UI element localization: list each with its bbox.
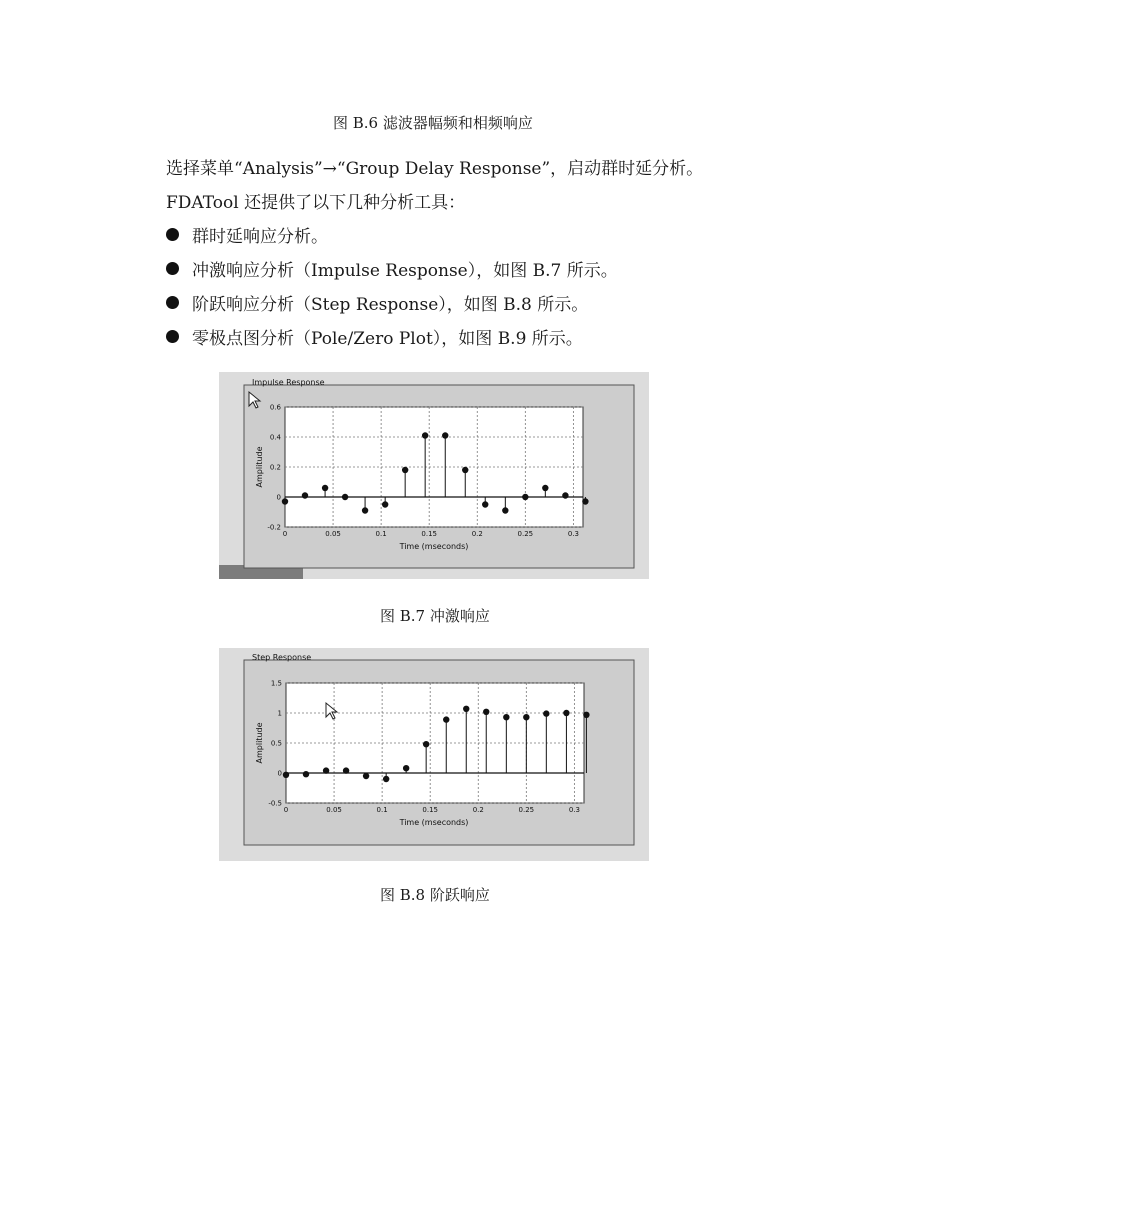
- bullet-text: 阶跃响应分析（Step Response），如图 B.8 所示。: [192, 295, 589, 315]
- x-tick-label: 0.15: [422, 806, 438, 814]
- x-tick-label: 0.05: [326, 806, 342, 814]
- data-point: [363, 773, 369, 779]
- x-tick-label: 0.25: [518, 806, 535, 814]
- x-tick-label: 0.2: [472, 806, 484, 814]
- bullet-item-group-delay: [166, 222, 328, 247]
- data-point: [463, 706, 469, 712]
- data-point: [283, 772, 289, 778]
- data-point: [582, 498, 588, 504]
- data-point: [502, 507, 508, 513]
- data-point: [383, 776, 389, 782]
- bullet-item-pole-zero: [166, 324, 583, 349]
- y-tick-label: 0.2: [269, 463, 281, 472]
- bullet-text: 群时延响应分析。: [192, 227, 328, 247]
- data-point: [303, 771, 309, 777]
- data-point: [563, 710, 569, 716]
- figure-caption-b7: 图 B.7 冲激响应: [380, 607, 490, 625]
- figure-caption-b6: 图 B.6 滤波器幅频和相频响应: [333, 114, 533, 132]
- data-point: [482, 501, 488, 507]
- data-point: [522, 494, 528, 500]
- bullet-dot-icon: [166, 330, 179, 343]
- y-axis-label: Amplitude: [255, 722, 264, 764]
- y-tick-label: -0.2: [267, 523, 281, 532]
- data-point: [503, 714, 509, 720]
- body-paragraph-fdatool-intro: FDATool 还提供了以下几种分析工具：: [166, 193, 466, 213]
- data-point: [542, 485, 548, 491]
- data-point: [442, 432, 448, 438]
- data-point: [322, 485, 328, 491]
- data-point: [422, 432, 428, 438]
- x-tick-label: 0.1: [376, 806, 388, 814]
- x-tick-label: 0.3: [568, 806, 580, 814]
- x-tick-label: 0.1: [375, 530, 387, 538]
- y-tick-label: 0: [276, 493, 281, 502]
- data-point: [302, 492, 308, 498]
- step-response-figure: [219, 648, 649, 861]
- data-point: [443, 716, 449, 722]
- x-tick-label: 0.25: [517, 530, 534, 538]
- bullet-item-impulse: [166, 256, 618, 281]
- impulse-response-chart: [219, 372, 649, 579]
- y-axis-label: Amplitude: [255, 446, 264, 488]
- chart-title: Step Response: [252, 653, 312, 662]
- x-tick-label: 0.15: [421, 530, 437, 538]
- x-tick-label: 0.2: [471, 530, 483, 538]
- data-point: [323, 767, 329, 773]
- x-axis-label: Time (mseconds): [399, 818, 469, 827]
- data-point: [402, 467, 408, 473]
- data-point: [343, 767, 349, 773]
- data-point: [342, 494, 348, 500]
- y-tick-label: -0.5: [268, 799, 282, 808]
- data-point: [362, 507, 368, 513]
- bullet-dot-icon: [166, 228, 179, 241]
- bullet-dot-icon: [166, 296, 179, 309]
- data-point: [403, 765, 409, 771]
- bullet-text: 零极点图分析（Pole/Zero Plot），如图 B.9 所示。: [192, 329, 583, 349]
- y-tick-label: 1.5: [270, 679, 282, 688]
- y-tick-label: 1: [277, 709, 282, 718]
- y-tick-label: 0.5: [270, 739, 282, 748]
- data-point: [583, 712, 589, 718]
- data-point: [462, 467, 468, 473]
- x-axis-label: Time (mseconds): [399, 542, 469, 551]
- data-point: [282, 498, 288, 504]
- data-point: [562, 492, 568, 498]
- impulse-response-figure: [219, 372, 649, 579]
- step-response-chart: [219, 648, 649, 861]
- bullet-dot-icon: [166, 262, 179, 275]
- x-tick-label: 0.3: [567, 530, 579, 538]
- x-tick-label: 0: [283, 806, 289, 814]
- chart-title: Impulse Response: [252, 378, 325, 387]
- data-point: [382, 501, 388, 507]
- data-point: [523, 714, 529, 720]
- y-tick-label: 0.4: [269, 433, 281, 442]
- data-point: [423, 741, 429, 747]
- y-tick-label: 0.6: [269, 403, 281, 412]
- figure-caption-b8: 图 B.8 阶跃响应: [380, 886, 490, 904]
- data-point: [543, 710, 549, 716]
- data-point: [483, 709, 489, 715]
- bullet-item-step: [166, 290, 588, 315]
- bullet-text: 冲激响应分析（Impulse Response），如图 B.7 所示。: [192, 261, 618, 281]
- x-tick-label: 0: [282, 530, 288, 538]
- y-tick-label: 0: [277, 769, 282, 778]
- x-tick-label: 0.05: [325, 530, 341, 538]
- body-paragraph-group-delay: 选择菜单“Analysis”→“Group Delay Response”，启动群时延分析。: [166, 159, 704, 179]
